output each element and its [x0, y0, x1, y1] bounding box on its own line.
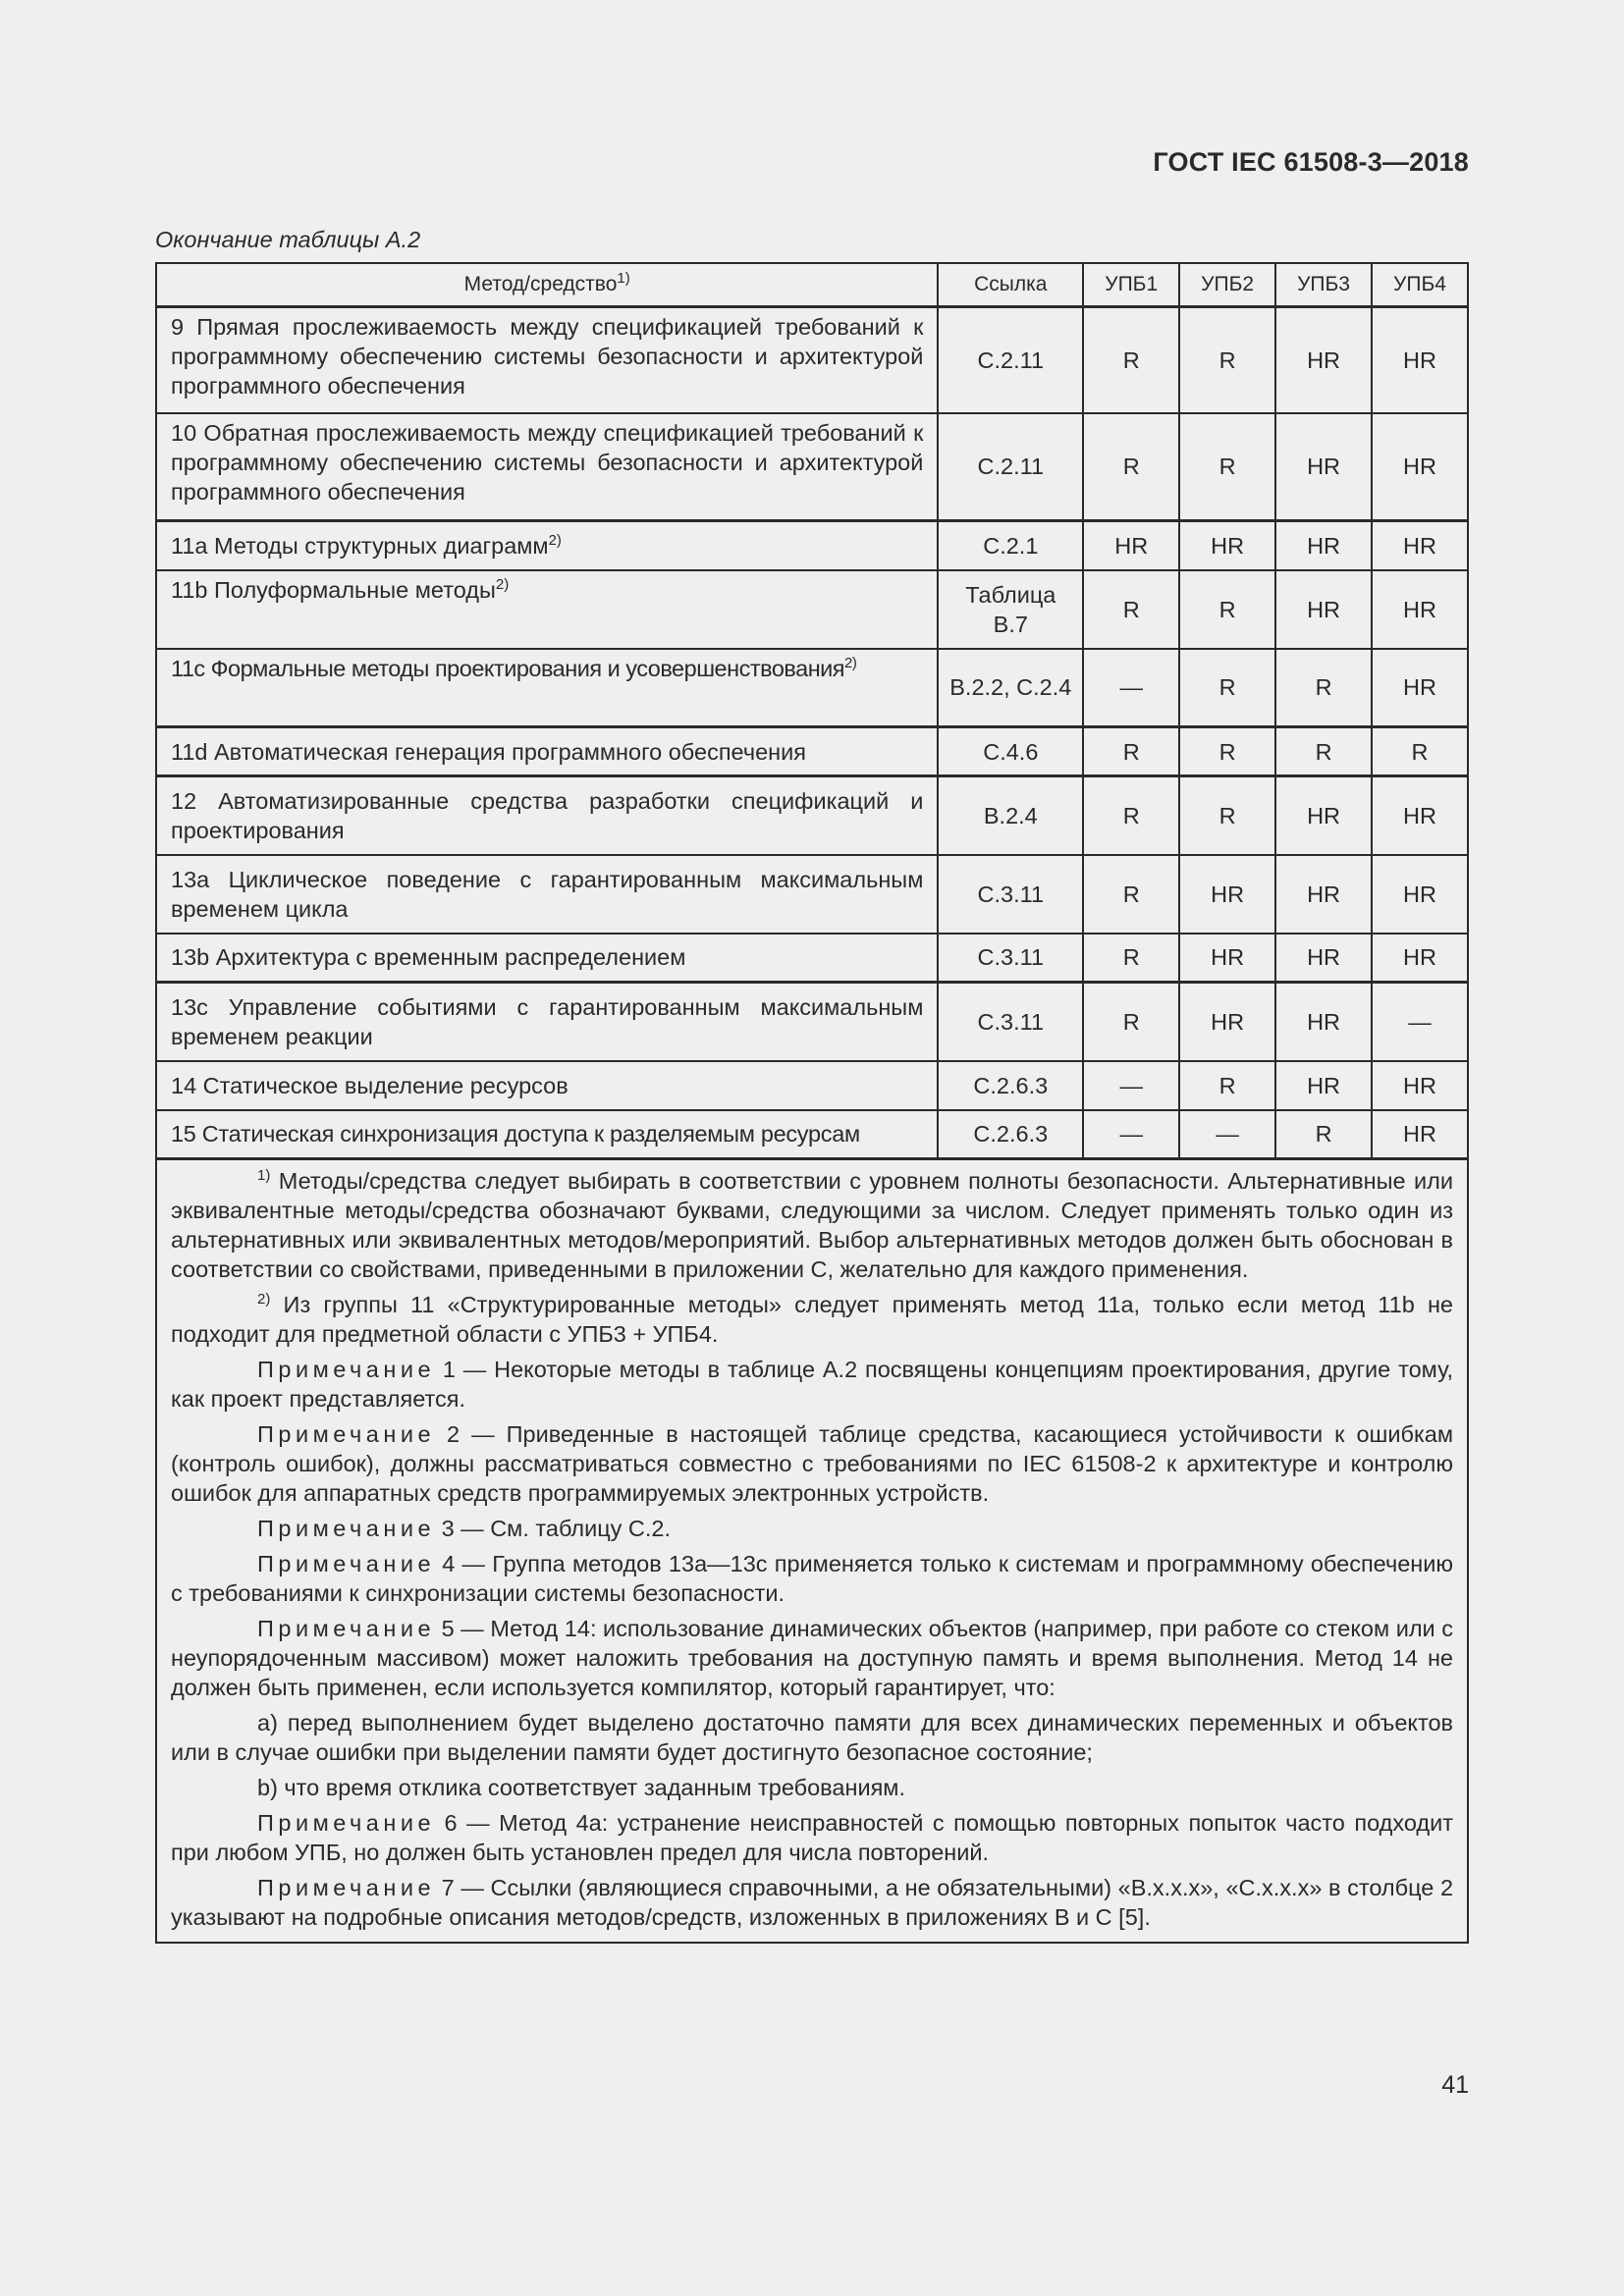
footnote-2: $^{2)}$ Из группы 11 «Структурированные методы» следует применять метод 11a, только если метод 11b не подходит для предметной области с УПБ3 + УПБ4.: [171, 1291, 1454, 1347]
ref-cell: C.4.6: [938, 727, 1083, 776]
sil4-cell: HR: [1372, 934, 1468, 983]
note-3: Примечание 3 — См. таблицу С.2.: [257, 1516, 672, 1541]
table-row: [156, 776, 1468, 855]
note-5-item-b: b) что время отклика соответствует заданным требованиям.: [257, 1775, 905, 1800]
sil2-cell: R: [1179, 570, 1275, 649]
sil4-cell: HR: [1372, 855, 1468, 934]
sil2-cell: HR: [1179, 855, 1275, 934]
sil1-cell: R: [1083, 413, 1179, 521]
ref-cell: C.2.11: [938, 307, 1083, 413]
sil3-cell: HR: [1275, 570, 1372, 649]
note-4: Примечание 4 — Группа методов 13a—13c применяется только к системам и программному обеспечению с требованиями к синхронизации системы безопасности.: [171, 1551, 1454, 1606]
table-caption: Окончание таблицы А.2: [155, 227, 421, 252]
sil1-cell: R: [1083, 776, 1179, 855]
col-header-sil4: УПБ4: [1372, 263, 1468, 307]
ref-cell: C.3.11: [938, 983, 1083, 1061]
table-row: [156, 570, 1468, 649]
ref-cell: C.2.6.3: [938, 1110, 1083, 1159]
sil2-cell: R: [1179, 727, 1275, 776]
method-cell: 11a Методы структурных диаграмм$^{2)}$: [156, 521, 938, 570]
method-cell: 10 Обратная прослеживаемость между спецификацией требований к программному обеспечению системы безопасности и архитектурой программного обеспечения: [156, 413, 938, 521]
sil3-cell: HR: [1275, 521, 1372, 570]
col-header-sil3: УПБ3: [1275, 263, 1372, 307]
sil4-cell: HR: [1372, 1110, 1468, 1159]
note-6: Примечание 6 — Метод 4a: устранение неисправностей с помощью повторных попыток часто подходит при любом УПБ, но должен быть установлен предел для числа повторений.: [171, 1810, 1453, 1865]
method-cell: 15 Статическая синхронизация доступа к разделяемым ресурсам: [156, 1110, 938, 1159]
sil4-cell: HR: [1372, 413, 1468, 521]
sil2-cell: R: [1179, 413, 1275, 521]
sil4-cell: HR: [1372, 521, 1468, 570]
sil1-cell: —: [1083, 649, 1179, 727]
table-row: [156, 1110, 1468, 1159]
sil1-cell: R: [1083, 570, 1179, 649]
sil1-cell: —: [1083, 1061, 1179, 1110]
ref-cell: C.3.11: [938, 934, 1083, 983]
note-1: Примечание 1 — Некоторые методы в таблице А.2 посвящены концепциям проектирования, другие тому, как проект представляется.: [171, 1357, 1454, 1412]
col-header-sil1: УПБ1: [1083, 263, 1179, 307]
ref-cell: C.2.11: [938, 413, 1083, 521]
table-header-row: [156, 263, 1468, 307]
table-row: [156, 307, 1468, 413]
note-5-item-a: а) перед выполнением будет выделено достаточно памяти для всех динамических переменных и объектов или в случае ошибки при выделении памяти будет достигнуто безопасное состояние;: [171, 1710, 1453, 1765]
ref-cell: Таблица B.7: [938, 570, 1083, 649]
sil3-cell: HR: [1275, 934, 1372, 983]
method-cell: 14 Статическое выделение ресурсов: [156, 1061, 938, 1110]
method-cell: 13a Циклическое поведение с гарантированным максимальным временем цикла: [156, 855, 938, 934]
sil2-cell: HR: [1179, 521, 1275, 570]
sil4-cell: HR: [1372, 649, 1468, 727]
table-row: [156, 649, 1468, 727]
sil2-cell: R: [1179, 776, 1275, 855]
sil2-cell: —: [1179, 1110, 1275, 1159]
sil4-cell: R: [1372, 727, 1468, 776]
page-number: 41: [1441, 2071, 1469, 2099]
col-header-sil2: УПБ2: [1179, 263, 1275, 307]
table-row: [156, 727, 1468, 776]
table-notes: [156, 1159, 1468, 1944]
sil4-cell: HR: [1372, 776, 1468, 855]
sil1-cell: R: [1083, 855, 1179, 934]
sil1-cell: —: [1083, 1110, 1179, 1159]
method-cell: 13c Управление событиями с гарантированным максимальным временем реакции: [156, 983, 938, 1061]
sil4-cell: HR: [1372, 570, 1468, 649]
table-row: [156, 521, 1468, 570]
method-cell: 11d Автоматическая генерация программного обеспечения: [156, 727, 938, 776]
footnote-1: $^{1)}$ Методы/средства следует выбирать в соответствии с уровнем полноты безопасности. Альтернативные или эквивалентные методы/средства обозначают буквами, следующими за числом. Следует применять только один из альтернативных или эквивалентных методов/мероприятий. Выбор альтернативных методов должен быть обоснован в соответствии со свойствами, приведенными в приложении С, желательно для каждого применения.: [171, 1167, 1453, 1282]
sil3-cell: R: [1275, 649, 1372, 727]
ref-cell: C.3.11: [938, 855, 1083, 934]
sil3-cell: HR: [1275, 1061, 1372, 1110]
sil3-cell: HR: [1275, 307, 1372, 413]
ref-cell: C.2.1: [938, 521, 1083, 570]
method-cell: 13b Архитектура с временным распределением: [156, 934, 938, 983]
table-row: [156, 983, 1468, 1061]
sil3-cell: HR: [1275, 776, 1372, 855]
sil3-cell: HR: [1275, 983, 1372, 1061]
sil3-cell: HR: [1275, 855, 1372, 934]
sil4-cell: HR: [1372, 1061, 1468, 1110]
sil1-cell: R: [1083, 934, 1179, 983]
sil4-cell: HR: [1372, 307, 1468, 413]
sil1-cell: HR: [1083, 521, 1179, 570]
method-cell: 11b Полуформальные методы$^{2)}$: [156, 570, 938, 649]
sil3-cell: HR: [1275, 413, 1372, 521]
sil3-cell: R: [1275, 1110, 1372, 1159]
sil1-cell: R: [1083, 983, 1179, 1061]
sil2-cell: HR: [1179, 934, 1275, 983]
col-header-method: Метод/средство$^{1)}$: [156, 263, 938, 307]
table-row: [156, 413, 1468, 521]
sil3-cell: R: [1275, 727, 1372, 776]
ref-cell: B.2.4: [938, 776, 1083, 855]
col-header-ref: Ссылка: [938, 263, 1083, 307]
sil2-cell: R: [1179, 307, 1275, 413]
sil2-cell: HR: [1179, 983, 1275, 1061]
sil1-cell: R: [1083, 727, 1179, 776]
sil2-cell: R: [1179, 1061, 1275, 1110]
note-2: Примечание 2 — Приведенные в настоящей таблице средства, касающиеся устойчивости к ошибкам (контроль ошибок), должны рассматриваться совместно с требованиями по IEC 61508-2 к архитектуре и контролю ошибок для аппаратных средств программируемых электронных устройств.: [171, 1421, 1453, 1506]
method-cell: 11c Формальные методы проектирования и усовершенствования$^{2)}$: [156, 649, 938, 727]
sil1-cell: R: [1083, 307, 1179, 413]
methods-table: [155, 262, 1469, 1944]
table-row: [156, 934, 1468, 983]
table-row: [156, 855, 1468, 934]
sil2-cell: R: [1179, 649, 1275, 727]
sil4-cell: —: [1372, 983, 1468, 1061]
notes-row: [156, 1159, 1468, 1944]
method-cell: 12 Автоматизированные средства разработки спецификаций и проектирования: [156, 776, 938, 855]
document-id: ГОСТ IEC 61508-3—2018: [1153, 147, 1469, 177]
method-cell: 9 Прямая прослеживаемость между спецификацией требований к программному обеспечению системы безопасности и архитектурой программного обеспечения: [156, 307, 938, 413]
note-5: Примечание 5 — Метод 14: использование динамических объектов (например, при работе со стеком или с неупорядоченным массивом) может наложить требования на доступную память и время выполнения. Метод 14 не должен быть применен, если используется компилятор, который гарантирует, что:: [171, 1616, 1454, 1700]
ref-cell: B.2.2, C.2.4: [938, 649, 1083, 727]
ref-cell: C.2.6.3: [938, 1061, 1083, 1110]
table-row: [156, 1061, 1468, 1110]
note-7: Примечание 7 — Ссылки (являющиеся справочными, а не обязательными) «B.x.x.x», «C.x.x.x» в столбце 2 указывают на подробные описания методов/средств, изложенных в приложениях В и С [5].: [171, 1875, 1454, 1930]
